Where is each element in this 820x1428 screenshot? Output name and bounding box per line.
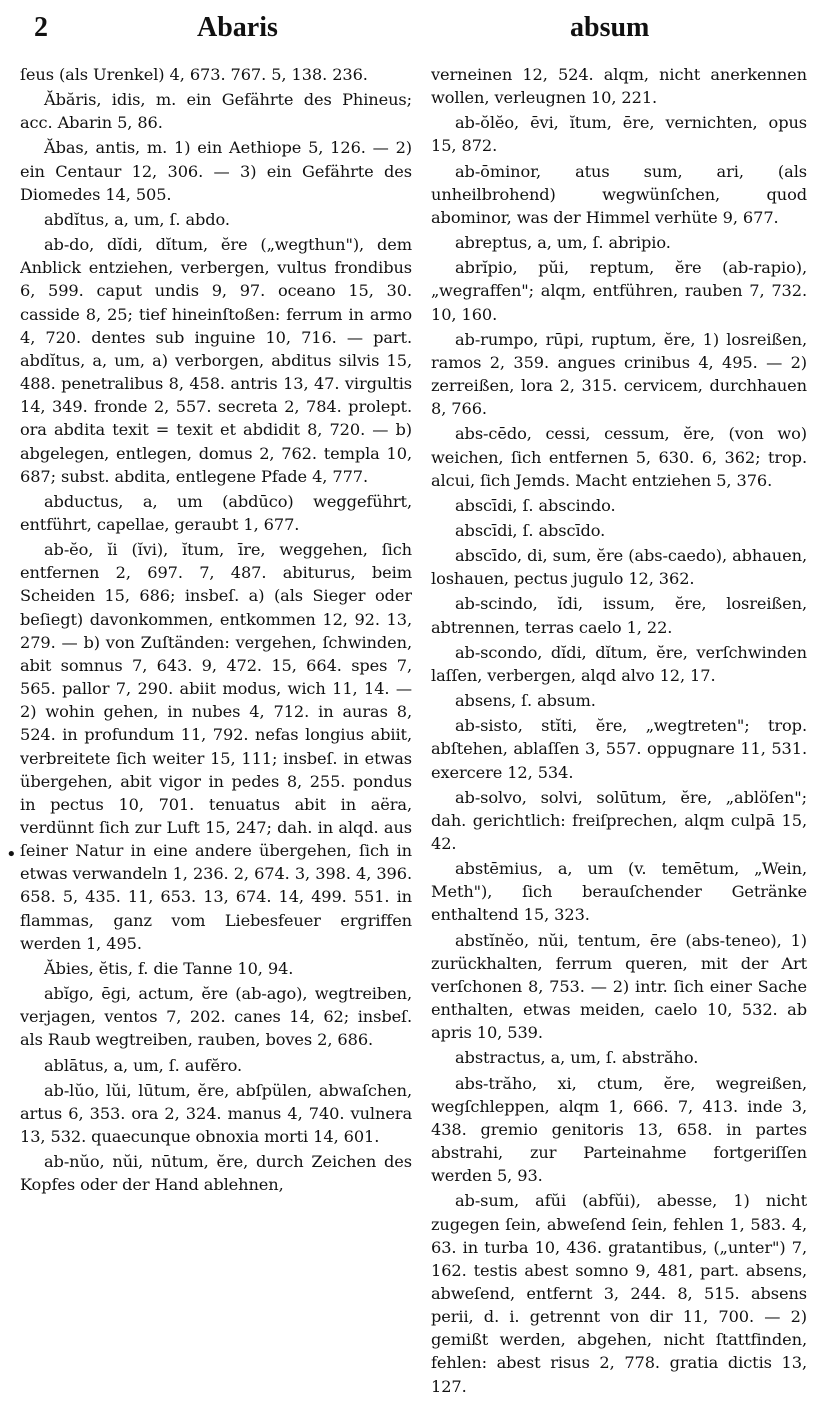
dictionary-entry: abstractus, a, um, ſ. abstrăho. xyxy=(455,1048,699,1068)
margin-mark: • xyxy=(6,844,17,865)
running-head-right: absum xyxy=(570,12,650,43)
dictionary-entry: abrĭpio, pŭi, reptum, ĕre (ab-rapio), „wegraffen"; alqm, entführen, rauben 7, 732. 10, 160. xyxy=(431,258,807,324)
right-column xyxy=(431,63,807,1423)
dictionary-entry: ab-scindo, ĭdi, issum, ĕre, losreißen, abtrennen, terras caelo 1, 22. xyxy=(431,594,807,637)
dictionary-entry: abs-trăho, xi, ctum, ĕre, wegreißen, wegſchleppen, alqm 1, 666. 7, 413. inde 3, 438. gremio genitoris 13, 658. in partes abstrahi, zur Parteinahme fortgeriſſen werden 5, 93. xyxy=(431,1073,807,1186)
dictionary-entry: ab-do, dĭdi, dĭtum, ĕre („wegthun"), dem Anblick entziehen, verbergen, vultus frondibus 6, 599. caput undis 9, 97. oceano 15, 30. casside 8, 25; tief hineinſtoßen: ferrum in armo 4, 720. dentes sub inguine 10, 716. — part. abdĭtus, a, um, a) verborgen, abditus silvis 15, 488. penetralibus 8, 458. antris 13, 47. virgultis 14, 349. fronde 2, 557. secreta 2, 784. prolept. ora abdita texit = texit et abdidit 8, 720. — b) abgelegen, entlegen, domus 2, 762. templa 10, 687; subst. abdita, entlegene Pfade 4, 777. xyxy=(20,235,412,486)
dictionary-entry: abdĭtus, a, um, ſ. abdo. xyxy=(44,209,230,229)
dictionary-entry: ablātus, a, um, ſ. aufĕro. xyxy=(44,1055,243,1075)
page-number: 2 xyxy=(34,12,48,43)
dictionary-entry: abstĭnĕo, nŭi, tentum, ēre (abs-teneo), 1) zurückhalten, ferrum queren, mit der Art verſchonen 8, 753. — 2) intr. ſich einer Sache enthalten, etwas meiden, caelo 10, 532. ab apris 10, 539. xyxy=(431,930,807,1043)
dictionary-entry: abĭgo, ēgi, actum, ĕre (ab-ago), wegtreiben, verjagen, ventos 7, 202. canes 14, 62; insbeſ. als Raub wegtreiben, rauben, boves 2, 686. xyxy=(20,984,412,1050)
dictionary-entry: ab-scondo, dĭdi, dĭtum, ĕre, verſchwinden laſſen, verbergen, alqd alvo 12, 17. xyxy=(431,642,807,685)
dictionary-entry: abscīdi, ſ. abscindo. xyxy=(455,495,616,515)
dictionary-entry: abscīdi, ſ. abscīdo. xyxy=(455,520,606,540)
dictionary-entry: ſeus (als Urenkel) 4, 673. 767. 5, 138. 236. xyxy=(20,65,368,84)
dictionary-entry: ab-rumpo, rūpi, ruptum, ĕre, 1) losreißen, ramos 2, 359. angues crinibus 4, 495. — 2) zerreißen, lora 2, 315. cervicem, durchhauen 8, 766. xyxy=(431,329,807,419)
dictionary-entry: abscīdo, di, sum, ĕre (abs-caedo), abhauen, loshauen, pectus jugulo 12, 362. xyxy=(431,546,807,589)
dictionary-entry: abductus, a, um (abdūco) weggeführt, entführt, capellae, geraubt 1, 677. xyxy=(20,491,412,534)
dictionary-entry: absens, ſ. absum. xyxy=(455,691,596,711)
left-column xyxy=(20,63,412,1423)
dictionary-entry: ab-lŭo, lŭi, lūtum, ĕre, abſpülen, abwaſchen, artus 6, 353. ora 2, 324. manus 4, 740. vulnera 13, 532. quaecunque obnoxia morti 14, 601. xyxy=(20,1080,412,1147)
dictionary-entry: Ăbăris, idis, m. ein Gefährte des Phineus; acc. Abarin 5, 86. xyxy=(20,90,412,133)
dictionary-entry: ab-ĕo, ĭi (ĭvi), ĭtum, īre, weggehen, ſich entfernen 2, 697. 7, 487. abiturus, beim Scheiden 15, 686; insbeſ. a) (als Sieger oder beſiegt) davonkommen, entkommen 12, 92. 13, 279. — b) von Zuſtänden: vergehen, ſchwinden, abit somnus 7, 643. 9, 472. 15, 664. spes 7, 565. pallor 7, 290. abiit modus, wich 11, 14. — 2) wohin gehen, in nubes 4, 712. in auras 8, 524. in profundum 11, 792. nefas longius abiit, verbreitete ſich weiter 15, 111; insbeſ. in etwas übergehen, abit vigor in pedes 8, 255. pondus in pectus 10, 701. tenuatus abit in aëra, verdünnt ſich zur Luft 15, 247; dah. in alqd. aus ſeiner Natur in eine andere übergehen, ſich in etwas verwandeln 1, 236. 2, 674. 3, 398. 4, 396. 658. 5, 435. 11, 653. 13, 674. 14, 499. 551. in flammas, ganz vom Liebesfeuer ergriffen werden 1, 495. xyxy=(20,540,412,953)
dictionary-entry: abstēmius, a, um (v. temētum, „Wein, Meth"), ſich berauſchender Getränke enthaltend 15, 323. xyxy=(431,859,807,925)
dictionary-entry: ab-sum, afŭi (abfŭi), abesse, 1) nicht zugegen ſein, abweſend ſein, fehlen 1, 583. 4, 63. in turba 10, 436. gratantibus, („unter") 7, 162. testis abest somno 9, 481, part. absens, abweſend, entfernt 3, 244. 8, 515. absens perii, d. i. getrennt von dir 11, 700. — 2) gemißt werden, abgehen, nicht ſtattfinden, fehlen: abest risus 2, 778. gratia dictis 13, 127. xyxy=(431,1191,807,1396)
dictionary-entry: ab-nŭo, nŭi, nūtum, ĕre, durch Zeichen des Kopfes oder der Hand ablehnen, xyxy=(20,1152,412,1195)
dictionary-entry: abs-cēdo, cessi, cessum, ĕre, (von wo) weichen, ſich entfernen 5, 630. 6, 362; trop. alcui, ſich Jemds. Macht entziehen 5, 376. xyxy=(431,424,807,490)
page-header xyxy=(34,4,796,52)
running-head-left: Abaris xyxy=(197,12,278,43)
dictionary-entry: abreptus, a, um, ſ. abripio. xyxy=(455,233,671,253)
dictionary-entry: ab-ŏlĕo, ēvi, ĭtum, ēre, vernichten, opus 15, 872. xyxy=(431,113,807,156)
dictionary-entry: ab-sisto, stĭti, ĕre, „wegtreten"; trop. abſtehen, ablaſſen 3, 557. oppugnare 11, 531. exercere 12, 534. xyxy=(431,716,807,782)
dictionary-entry: Ăbas, antis, m. 1) ein Aethiope 5, 126. — 2) ein Centaur 12, 306. — 3) ein Gefährte des Diomedes 14, 505. xyxy=(20,138,412,204)
dictionary-entry: ab-solvo, solvi, solūtum, ĕre, „ablöſen"; dah. gerichtlich: freiſprechen, alqm culpā 15, 42. xyxy=(431,787,807,853)
dictionary-entry: Ăbies, ĕtis, f. die Tanne 10, 94. xyxy=(44,958,294,978)
dictionary-entry: verneinen 12, 524. alqm, nicht anerkennen wollen, verleugnen 10, 221. xyxy=(431,65,807,108)
dictionary-entry: ab-ōminor, atus sum, ari, (als unheilbrohend) wegwünſchen, quod abominor, was der Himmel verhüte 9, 677. xyxy=(431,161,807,227)
